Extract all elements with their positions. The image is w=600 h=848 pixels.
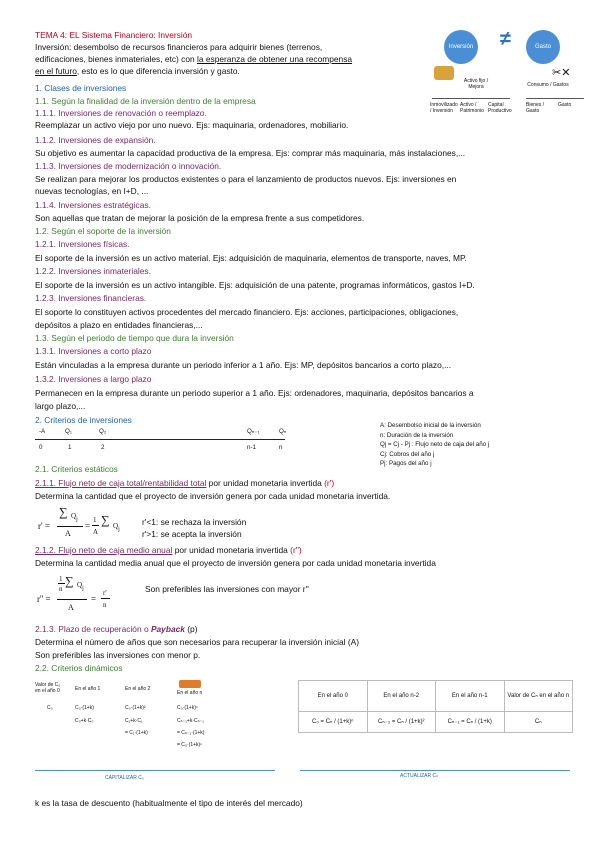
actualization-table xyxy=(298,680,573,733)
legend-item: Cj: Cobros del año j xyxy=(380,450,435,458)
timeline-tick: 2 xyxy=(101,444,105,451)
text-s1-3-2b: largo plazo,... xyxy=(35,401,86,411)
heading-s2-2: 2.2. Criterios dinámicos xyxy=(35,663,123,673)
page-title: TEMA 4: EL Sistema Financiero: Inversión xyxy=(35,30,193,40)
heading-s1-2: 1.2. Según el soporte de la inversión xyxy=(35,226,171,236)
formula-eq: = xyxy=(85,521,91,531)
formula-r: r' xyxy=(103,589,107,597)
cap-cell: C₀·(1+k) xyxy=(75,705,94,711)
intro-line-3: en el futuro, esto es lo que diferencia inversión y gasto. xyxy=(35,66,240,76)
cap-cell: C₁+k·C₁ xyxy=(125,718,143,724)
heading-s1-1-1: 1.1.1. Inversiones de renovación o reemplazo. xyxy=(35,108,207,118)
text-s1-3-1: Están vinculadas a la empresa durante un periodo inferior a 1 año. Ejs: MP, depósitos bancarios a corto plazo,... xyxy=(35,360,452,370)
not-equal-icon: ≠ xyxy=(500,28,511,50)
expense-caption: Consumo / Gastos xyxy=(527,82,569,88)
text-s1-1-3a: Se realizan para mejorar los productos existentes o para el lanzamiento de productos nuevos. Ejs: inversiones en xyxy=(35,174,457,184)
heading-s1-3: 1.3. Según el periodo de tiempo que dura la inversión xyxy=(35,333,234,343)
text-s2-1-2: Determina la cantidad media anual que el proyecto de inversión genera por cada unidad monetaria invertida xyxy=(35,558,436,568)
heading-s1-1-2: 1.1.2. Inversiones de expansión. xyxy=(35,135,156,145)
heading-s2-1-3: 2.1.3. Plazo de recuperación o Payback (p) xyxy=(35,624,198,634)
timeline-label: Q₂ xyxy=(99,428,107,435)
investment-caption: Activo fijo / Mejora xyxy=(463,78,489,90)
heading-s1-1: 1.1. Según la finalidad de la inversión dentro de la empresa xyxy=(35,96,256,106)
cap-cell: C₀·(1+k)ⁿ xyxy=(177,705,198,711)
fraction-bar xyxy=(101,598,110,599)
cap-cell: C₀+k·C₀ xyxy=(75,718,94,724)
rule-accept: r'>1: se acepta la inversión xyxy=(142,529,242,539)
text-s1-1-4: Son aquellas que tratan de mejorar la posición de la empresa frente a sus competidores. xyxy=(35,213,365,223)
cap-head: Valor de C₀ en el año 0 xyxy=(35,682,61,694)
text-s1-3-2a: Permanecen en la empresa durante un periodo superior a 1 año. Ejs: ordenadores, maquinaria, depósitos bancarios a xyxy=(35,388,474,398)
year-n-marker-icon xyxy=(179,680,201,688)
heading-s2-1: 2.1. Criterios estáticos xyxy=(35,464,118,474)
heading-s1-3-2: 1.3.2. Inversiones a largo plazo xyxy=(35,374,152,384)
timeline-label: Q₁ xyxy=(65,428,72,435)
act-cell: Cₙ xyxy=(504,712,573,733)
timeline-label: Qₙ xyxy=(279,428,287,435)
act-head: Valor de Cₙ en el año n xyxy=(504,681,573,712)
act-head: En el año n-1 xyxy=(436,681,505,712)
heading-s1-3-1: 1.3.1. Inversiones a corto plazo xyxy=(35,346,152,356)
text-s1-2-2: El soporte de la inversión es un activo intangible. Ejs: adquisición de una patente, programas informáticos, gastos I+D. xyxy=(35,280,475,290)
sum-icon: ∑ xyxy=(65,574,74,588)
fraction-bar xyxy=(92,525,99,526)
heading-s1-2-2: 1.2.2. Inversiones inmateriales. xyxy=(35,266,151,276)
formula-n: n xyxy=(103,601,107,609)
actualize-arrow xyxy=(300,770,570,771)
diagram-leaf: Inmovilizado / Inversión xyxy=(430,102,458,114)
diagram-leaf: Capital Productivo xyxy=(488,102,512,114)
timeline-tick: 1 xyxy=(68,444,72,451)
formula-q: $Q_j$ xyxy=(77,581,84,592)
cash-flow-timeline xyxy=(35,428,300,458)
intro-line-2: edificaciones, bienes inmateriales, etc) con la esperanza de obtener una recompensa xyxy=(35,54,353,64)
text-s2-1-3a: Determina el número de años que son necesarios para recuperar la inversión inicial (A) xyxy=(35,637,359,647)
timeline-tick: n xyxy=(279,444,283,451)
heading-s1-1-3: 1.1.3. Inversiones de modernización o innovación. xyxy=(35,161,222,171)
divider xyxy=(432,98,510,99)
sum-icon: ∑ xyxy=(59,505,68,519)
cap-cell: C₀·(1+k)² xyxy=(125,705,146,711)
text-s2-1-1: Determina la cantidad que el proyecto de inversión genera por cada unidad monetaria invertida. xyxy=(35,491,391,501)
formula-mean-return xyxy=(35,572,135,620)
capitalize-arrow xyxy=(35,770,275,771)
heading-s1-2-1: 1.2.1. Inversiones físicas. xyxy=(35,239,130,249)
actualize-label: ACTUALIZAR Cₙ xyxy=(400,773,439,779)
formula-q: $Q_j$ xyxy=(113,522,120,533)
factory-icon xyxy=(434,66,454,80)
heading-s1: 1. Clases de inversiones xyxy=(35,83,127,93)
investment-node: Inversión xyxy=(444,30,478,64)
cap-head: En el año 1 xyxy=(75,686,101,692)
text-s1-1-2: Su objetivo es aumentar la capacidad productiva de la empresa. Ejs: comprar más maquinaria, más instalaciones,... xyxy=(35,148,466,158)
timeline-tick: n-1 xyxy=(247,444,256,451)
formula-lhs: r' = xyxy=(38,521,50,531)
formula-total-return xyxy=(35,505,135,545)
fraction-bar xyxy=(57,599,87,600)
act-cell: C₀ = Cₙ / (1+k)ⁿ xyxy=(299,712,368,733)
cap-cell: Cₙ₋₁+k·Cₙ₋₁ xyxy=(177,718,204,724)
capitalize-label: CAPITALIZAR C₀ xyxy=(105,775,144,781)
text-s2-1-3b: Son preferibles las inversiones con menor p. xyxy=(35,650,201,660)
heading-s2-1-1: 2.1.1. Flujo neto de caja total/rentabilidad total por unidad monetaria invertida (r') xyxy=(35,478,335,488)
variables-legend xyxy=(380,422,580,468)
fraction-bar xyxy=(57,526,83,527)
formula-a: A xyxy=(93,528,99,536)
heading-s2: 2. Criterios de inversiones xyxy=(35,415,132,425)
act-cell: Cₙ₋₁ = Cₙ / (1+k) xyxy=(436,712,505,733)
legend-item: A: Desembolso inicial de la inversión xyxy=(380,422,481,429)
legend-item: Pj: Pagos del año j xyxy=(380,460,432,467)
timeline-label: Qₙ₋₁ xyxy=(247,428,260,435)
formula-1: 1 xyxy=(93,516,97,524)
mean-return-note: Son preferibles las inversiones con mayor r'' xyxy=(145,584,309,594)
cap-cell: = C₁·(1+k) xyxy=(125,730,148,736)
text-s1-1-3b: nuevas tecnologías, en I+D, ... xyxy=(35,186,149,196)
expense-node: Gasto xyxy=(526,30,560,64)
act-head: En el año 0 xyxy=(299,681,368,712)
text-s1-2-3a: El soporte lo constituyen activos procedentes del mercado financiero. Ejs: acciones, participaciones, obligaciones, xyxy=(35,307,459,317)
intro-line-1: Inversión: desembolso de recursos financieros para adquirir bienes (terrenos, xyxy=(35,42,323,52)
footer-note: k es la tasa de descuento (habitualmente el tipo de interés del mercado) xyxy=(35,798,303,808)
legend-item: Qj = Cj - Pj : Flujo neto de caja del año j xyxy=(380,441,490,448)
formula-n: n xyxy=(59,585,63,593)
investment-vs-expense-diagram xyxy=(430,28,590,128)
divider xyxy=(526,98,584,99)
capitalization-scheme xyxy=(35,678,280,788)
tools-icon: ✂✕ xyxy=(552,67,571,79)
cap-cell: = C₀·(1+k)ⁿ xyxy=(177,742,203,748)
act-cell: Cₙ₋₂ = Cₙ / (1+k)² xyxy=(367,712,436,733)
timeline-label: -A xyxy=(39,428,46,435)
act-head: En el año n-2 xyxy=(367,681,436,712)
formula-q: $Q_j$ xyxy=(71,512,78,523)
heading-s2-1-2: 2.1.2. Flujo neto de caja medio anual por unidad monetaria invertida (r'') xyxy=(35,545,302,555)
cap-cell: = Cₙ₋₁·(1+k) xyxy=(177,730,205,736)
formula-a: A xyxy=(68,603,74,612)
heading-s1-1-4: 1.1.4. Inversiones estratégicas. xyxy=(35,200,151,210)
timeline-tick: 0 xyxy=(39,444,43,451)
cap-cell: C₀ xyxy=(47,705,53,711)
text-s1-2-3b: depósitos a plazo en entidades financieras,... xyxy=(35,320,203,330)
diagram-leaf: Activo / Patrimonio xyxy=(460,102,484,114)
text-s1-1-1: Reemplazar un activo viejo por uno nuevo. Ejs: maquinaria, ordenadores, mobiliario. xyxy=(35,120,349,130)
timeline-axis xyxy=(35,439,285,440)
diagram-leaf: Gasto xyxy=(558,102,572,108)
text-s1-2-1: El soporte de la inversión es un activo material. Ejs: adquisición de maquinaria, elementos de transporte, naves, MP. xyxy=(35,253,467,263)
sum-icon: ∑ xyxy=(101,513,110,527)
cap-head: En el año n xyxy=(177,690,203,696)
legend-item: n: Duración de la inversión xyxy=(380,431,454,439)
diagram-leaf: Bienes / Gasto xyxy=(526,102,545,114)
cap-head: En el año 2 xyxy=(125,686,151,692)
heading-s1-2-3: 1.2.3. Inversiones financieras. xyxy=(35,293,147,303)
formula-lhs: r'' = xyxy=(37,594,51,604)
formula-a: A xyxy=(65,529,71,538)
formula-eq: = xyxy=(91,594,97,604)
rule-reject: r'<1: se rechaza la inversión xyxy=(142,517,247,527)
formula-1: 1 xyxy=(59,575,63,583)
